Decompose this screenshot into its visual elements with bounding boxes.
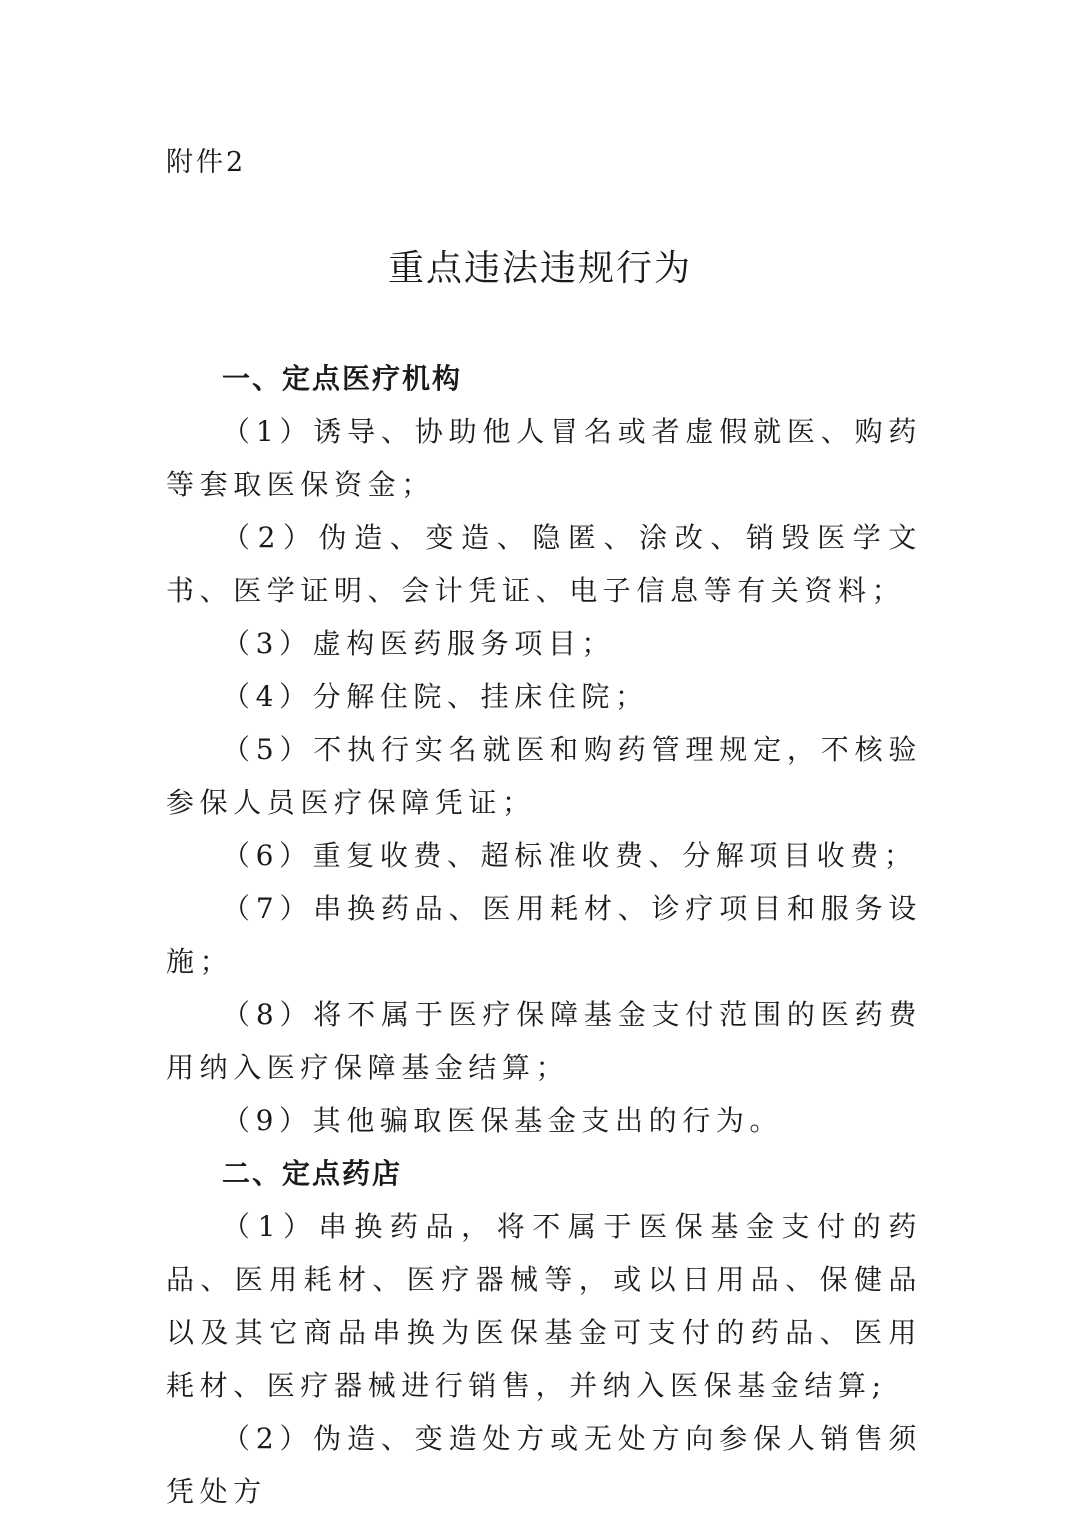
document-body — [166, 352, 922, 1518]
medical-institutions-item-3: （3）虚构医药服务项目； — [222, 627, 616, 660]
medical-institutions-item-6: （6）重复收费、超标准收费、分解项目收费； — [222, 839, 918, 872]
document-title: 重点违法违规行为 — [387, 248, 692, 289]
pharmacies-item-1: （1）串换药品，将不属于医保基金支付的药品、医用耗材、医疗器械等，或以日用品、保健品以及其它商品串换为医保基金可支付的药品、医用耗材、医疗器械进行销售，并纳入医保基金结算; — [166, 1210, 922, 1402]
medical-institutions-item-8: （8）将不属于医疗保障基金支付范围的医药费用纳入医疗保障基金结算； — [166, 998, 922, 1084]
section-heading-medical-institutions: 一、定点医疗机构 — [222, 362, 463, 395]
medical-institutions-item-4: （4）分解住院、挂床住院； — [222, 680, 649, 713]
attachment-label: 附件2 — [166, 147, 247, 178]
medical-institutions-item-2: （2）伪造、变造、隐匿、涂改、销毁医学文书、医学证明、会计凭证、电子信息等有关资料； — [166, 521, 922, 607]
pharmacies-item-2: （2）伪造、变造处方或无处方向参保人销售须凭处方 — [166, 1422, 922, 1508]
medical-institutions-item-1: （1）诱导、协助他人冒名或者虚假就医、购药等套取医保资金； — [166, 415, 922, 501]
section-heading-pharmacies: 二、定点药店 — [222, 1157, 403, 1190]
medical-institutions-item-5: （5）不执行实名就医和购药管理规定，不核验参保人员医疗保障凭证； — [166, 733, 922, 819]
medical-institutions-item-9: （9）其他骗取医保基金支出的行为。 — [222, 1104, 784, 1137]
medical-institutions-item-7: （7）串换药品、医用耗材、诊疗项目和服务设施； — [166, 892, 922, 978]
